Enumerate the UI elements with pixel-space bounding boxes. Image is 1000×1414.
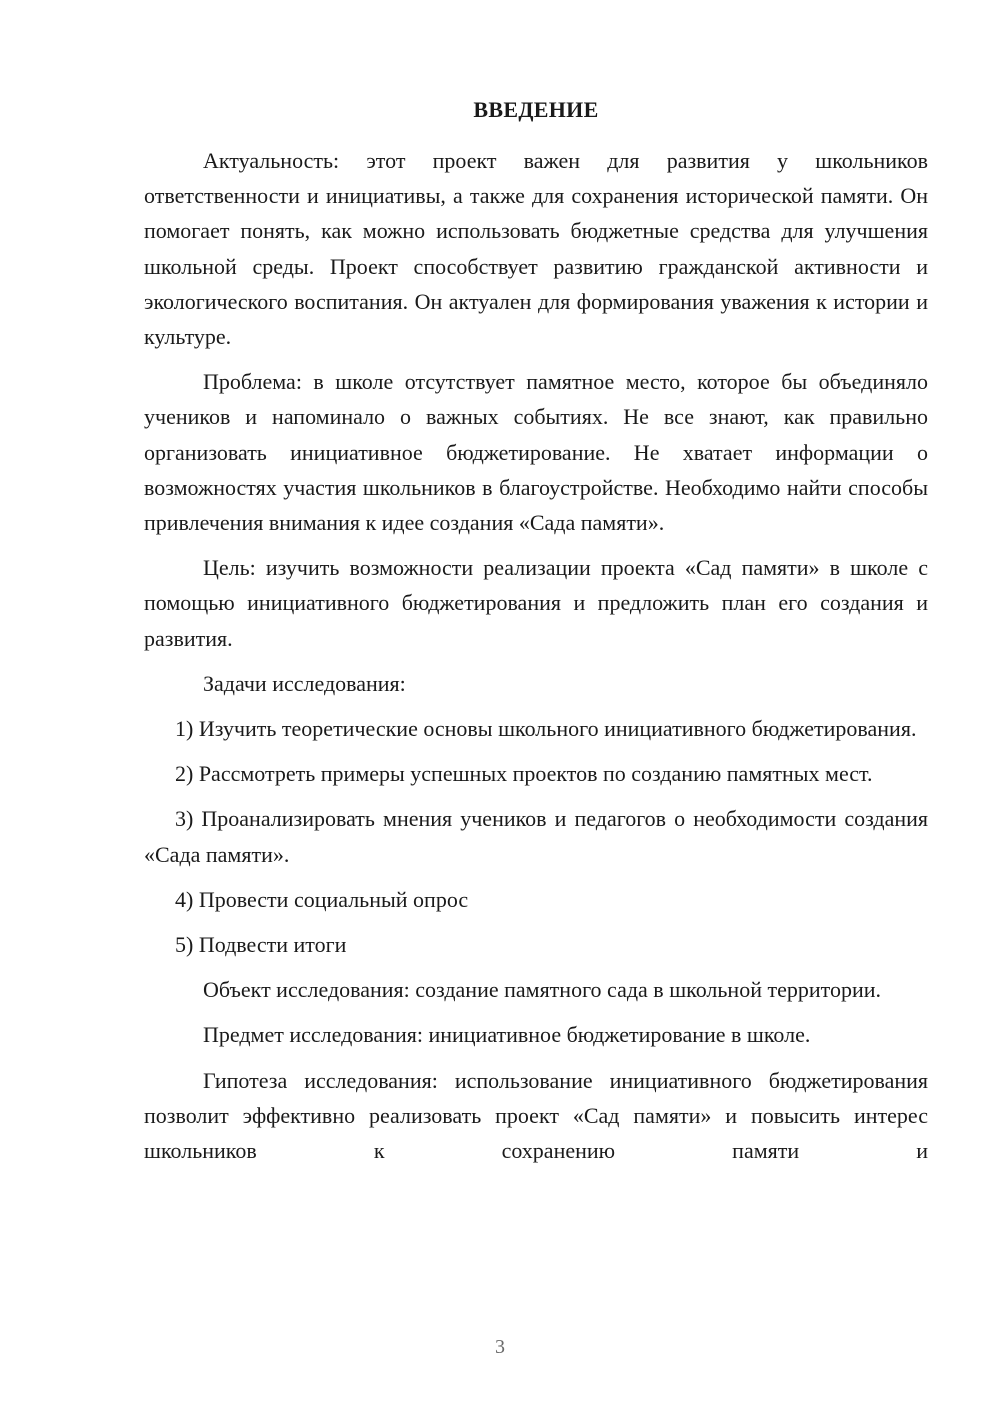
paragraph-relevance: Актуальность: этот проект важен для развития у школьников ответственности и инициативы, а также для сохранения исторической памяти. Он помогает понять, как можно использовать бюджетные средства для улучшения школьной среды. Проект способствует развитию гражданской активности и экологического воспитания. Он актуален для формирования уважения к истории и культуре. [144,148,928,350]
document-body [144,143,928,1178]
paragraph-problem: Проблема: в школе отсутствует памятное место, которое бы объединяло учеников и напоминало о важных событиях. Не все знают, как правильно организовать инициативное бюджетирование. Не хватает информации о возможностях участия школьников в благоустройстве. Необходимо найти способы привлечения внимания к идее создания «Сада памяти». [144,369,928,536]
task-item-4: 4) Провести социальный опрос [175,886,469,912]
paragraph-subject: Предмет исследования: инициативное бюджетирование в школе. [203,1022,811,1048]
task-item-5: 5) Подвести итоги [175,932,347,958]
paragraph-object: Объект исследования: создание памятного сада в школьной территории. [203,977,881,1003]
task-item-3: 3) Проанализировать мнения учеников и педагогов о необходимости создания «Сада памяти». [144,806,928,867]
paragraph-hypothesis: Гипотеза исследования: использование инициативного бюджетирования позволит эффективно реализовать проект «Сад памяти» и повысить интерес школьников к сохранению памяти и [144,1067,928,1164]
page-number: 3 [495,1336,505,1358]
paragraph-tasks-heading: Задачи исследования: [203,670,406,696]
task-item-1: 1) Изучить теоретические основы школьного инициативного бюджетирования. [175,716,917,742]
task-item-2: 2) Рассмотреть примеры успешных проектов по созданию памятных мест. [175,761,873,787]
paragraph-goal: Цель: изучить возможности реализации проекта «Сад памяти» в школе с помощью инициативного бюджетирования и предложить план его создания и развития. [144,555,928,651]
page-title: ВВЕДЕНИЕ [473,97,599,122]
